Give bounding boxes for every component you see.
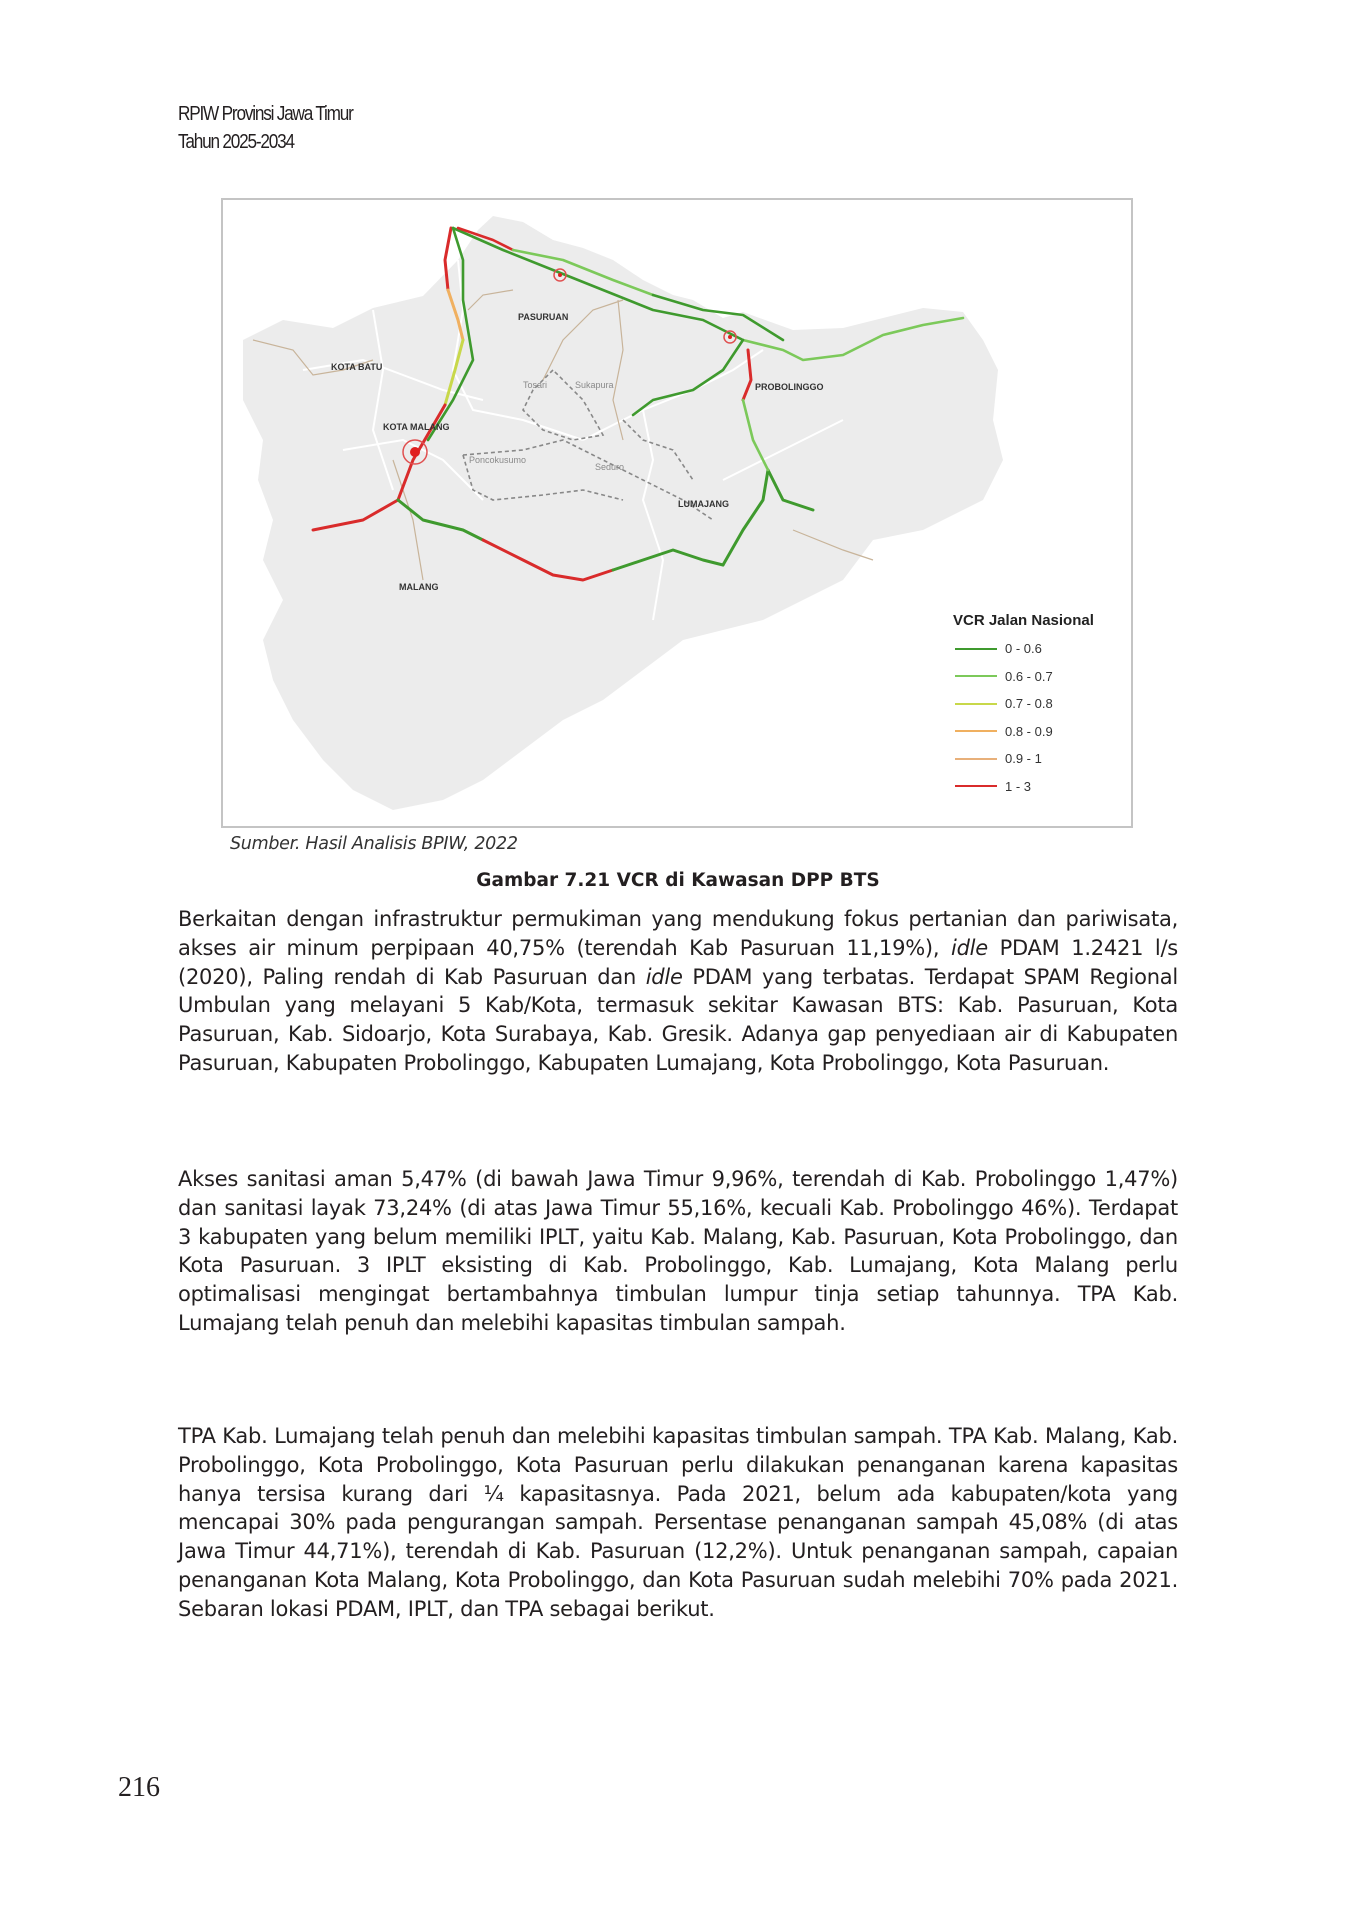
legend-line-swatch [955,758,997,760]
figure-map-vcr [221,198,1133,828]
map-label-lumajang: LUMAJANG [678,499,729,509]
legend-label: 0.7 - 0.8 [1005,696,1053,712]
legend-item [953,718,1123,746]
legend-title: VCR Jalan Nasional [953,612,1094,629]
legend-item [953,745,1123,773]
legend-item [953,773,1123,801]
header-period: Tahun 2025-2034 [178,131,294,153]
map-label-pasuruan: PASURUAN [518,312,569,322]
italic-term: idle [950,935,988,960]
legend-label: 0.8 - 0.9 [1005,723,1053,739]
paragraph-sanitation [178,1165,1178,1338]
legend-label: 0.6 - 0.7 [1005,668,1053,684]
paragraph-text: TPA Kab. Lumajang telah penuh dan melebihi kapasitas timbulan sampah. TPA Kab. Malang, Kab. Probolinggo, Kota Probolinggo, Kota Pasuruan perlu dilakukan penanganan karena kapasitas hanya tersisa kurang dari ¼ kapasitasnya. Pada 2021, belum ada kabupaten/kota yang mencapai 30% pada pengurangan sampah. Persentase penanganan sampah 45,08% (di atas Jawa Timur 44,71%), terendah di Kab. Pasuruan (12,2%). Untuk penanganan sampah, capaian penanganan Kota Malang, Kota Probolinggo, dan Kota Pasuruan sudah melebihi 70% pada 2021. Sebaran lokasi PDAM, IPLT, dan TPA sebagai berikut. [178,1424,1178,1621]
legend-line-swatch [955,675,997,677]
header-title: RPIW Provinsi Jawa Timur [178,103,353,125]
legend-line-swatch [955,703,997,705]
legend-line-swatch [955,785,997,787]
legend-line-swatch [955,648,997,650]
running-header [178,100,353,156]
legend-item [953,635,1123,663]
text-run: Berkaitan dengan infrastruktur permukiman yang mendukung fokus pertanian dan pariwisata, akses air minum perpipaan 40,75% (terendah Kab Pasuruan 11,19%), [178,907,1178,960]
text-run: PDAM yang terbatas. Terdapat SPAM Regional Umbulan yang melayani 5 Kab/Kota, termasuk sekitar Kawasan BTS: Kab. Pasuruan, Kota Pasuruan, Kab. Sidoarjo, Kota Surabaya, Kab. Gresik. Adanya gap penyediaan air di Kabupaten Pasuruan, Kabupaten Probolinggo, Kabupaten Lumajang, Kota Probolinggo, Kota Pasuruan. [178,964,1178,1075]
legend-line-swatch [955,730,997,732]
figure-caption: Gambar 7.21 VCR di Kawasan DPP BTS [476,870,880,891]
map-label-kota-batu: KOTA BATU [331,362,383,372]
legend-label: 0 - 0.6 [1005,641,1042,657]
paragraph-waste [178,1422,1178,1624]
text-run: PDAM 1.2421 l/s (2020), Paling rendah di Kab Pasuruan dan [178,935,1178,989]
map-label-sukapura: Sukapura [575,380,614,390]
map-label-poncokusumo: Poncokusumo [469,455,527,465]
italic-term: idle [645,964,683,989]
map-label-kota-malang: KOTA MALANG [383,422,450,432]
page-number: 216 [118,1772,160,1803]
paragraph-text: Akses sanitasi aman 5,47% (di bawah Jawa Timur 9,96%, terendah di Kab. Probolinggo 1,47%) dan sanitasi layak 73,24% (di atas Jawa Timur 55,16%, kecuali Kab. Probolinggo 46%). Terdapat 3 kabupaten yang belum memiliki IPLT, yaitu Kab. Malang, Kab. Pasuruan, Kota Probolinggo, dan Kota Pasuruan. 3 IPLT eksisting di Kab. Probolinggo, Kab. Lumajang, Kota Malang perlu optimalisasi mengingat bertambahnya timbulan lumpur tinja setiap tahunnya. TPA Kab. Lumajang telah penuh dan melebihi kapasitas timbulan sampah. [178,1167,1178,1335]
map-label-seduro: Seduro [595,462,625,472]
map-label-malang: MALANG [399,582,439,592]
map-label-tosari: Tosari [523,380,548,390]
legend-item [953,663,1123,691]
map-legend [953,612,1123,800]
legend-label: 0.9 - 1 [1005,751,1042,767]
figure-source: Sumber. Hasil Analisis BPIW, 2022 [230,834,518,854]
map-landmass [243,216,1003,810]
map-label-probolinggo: PROBOLINGGO [755,382,824,392]
legend-item [953,690,1123,718]
paragraph-water-supply [178,905,1178,1078]
legend-label: 1 - 3 [1005,778,1032,794]
